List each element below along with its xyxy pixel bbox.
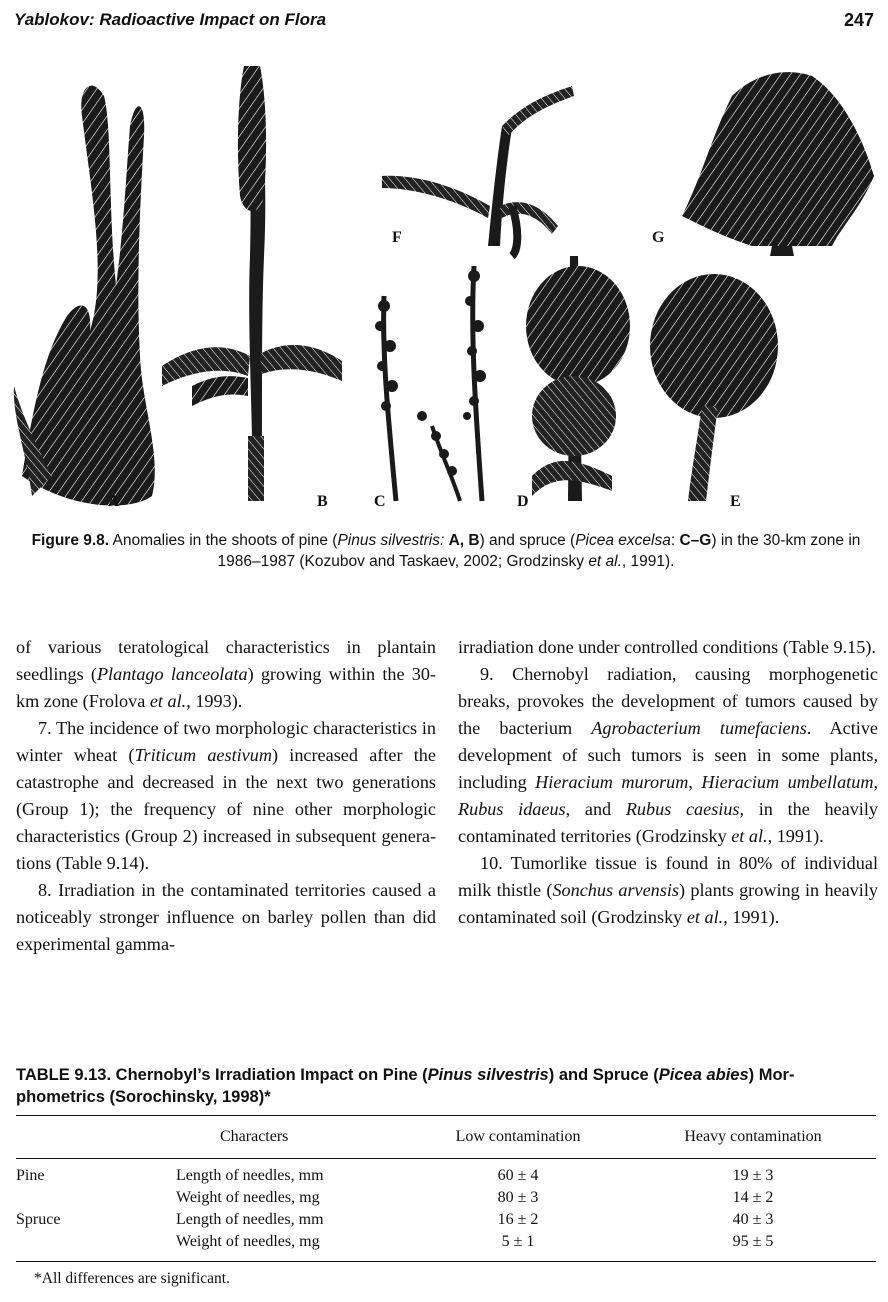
paragraph (458, 850, 878, 931)
paragraph (16, 634, 436, 715)
text-run: , 1991). (723, 907, 780, 927)
figure-9-8 (12, 56, 878, 526)
text-run: et al. (149, 691, 187, 711)
panel-c-spruce-shoot (375, 266, 486, 501)
figure-caption-label: Figure 9.8. (31, 532, 110, 549)
row-low-value: 16 ± 2 (497, 1211, 539, 1228)
figure-caption (18, 530, 874, 572)
text-run: ) plants growing in heavily contaminated soil (Grodzinsky (458, 880, 878, 927)
text-run: , (688, 772, 702, 792)
text-run: Picea excelsa (575, 532, 671, 549)
body-text (16, 634, 879, 1014)
text-run: ) and spruce ( (479, 532, 576, 549)
text-run: et al. (731, 826, 768, 846)
shoot-illustrations (12, 56, 878, 526)
text-run: ) in the 30-km zone in 1986–1987 (Kozubov and Taskaev, 2002; Grodzinsky (217, 532, 861, 570)
text-run: Rubus idaeus (458, 799, 566, 819)
panel-b-pine-shoot (162, 66, 342, 501)
row-low-value: 60 ± 4 (497, 1167, 539, 1184)
text-run: Hieracium umbellatum (701, 772, 874, 792)
text-run: , 1993). (186, 691, 243, 711)
text-run: Pinus silvestris (337, 532, 440, 549)
table-header-row (16, 1116, 876, 1159)
panel-a-pine-shoot (14, 86, 155, 506)
text-run: , in the heavily contaminated territories (Grodzinsky (458, 799, 878, 846)
text-run: , 1991). (621, 553, 675, 570)
panel-label-g: G (652, 229, 665, 246)
text-run: et al. (686, 907, 724, 927)
row-character: Length of needles, mm (176, 1167, 324, 1184)
text-run: ) increased after the catastrophe and decreased in the next two generations (Group 1); the frequency of nine other morphologic characteristics (Group 2) increased in subsequent generations (Table 9.14). (16, 745, 436, 873)
page-number: 247 (843, 10, 874, 30)
table-caption (16, 1064, 876, 1108)
panel-label-a: A (108, 493, 120, 510)
row-heavy-value: 19 ± 3 (732, 1167, 774, 1184)
text-run: TABLE 9.13. (16, 1066, 112, 1084)
table-footnote: *All differences are significant. (34, 1270, 230, 1287)
panel-g-spruce-shoot (682, 72, 874, 256)
text-run: Picea abies (658, 1066, 749, 1084)
text-run: : (439, 532, 449, 549)
row-group: Pine (16, 1167, 45, 1184)
text-run: 7. The incidence of two morphologic characteristics in winter wheat ( (16, 718, 436, 765)
panel-label-d: D (517, 493, 529, 510)
panel-label-c: C (374, 493, 386, 510)
text-run: Rubus caesius (625, 799, 740, 819)
row-heavy-value: 14 ± 2 (732, 1189, 774, 1206)
text-run: Plantago lanceolata (96, 664, 248, 684)
header-heavy-contamination: Heavy contamination (630, 1116, 876, 1159)
row-low-value: 5 ± 1 (406, 1231, 630, 1262)
text-run: Agrobacterium tumefaciens (591, 718, 807, 738)
text-run: , and (565, 799, 626, 819)
text-run: ) growing within the 30-km zone (Frolova (16, 664, 436, 711)
text-run: , 1991). (767, 826, 824, 846)
paragraph (458, 634, 878, 661)
running-head: Yablokov: Radioactive Impact on Flora (14, 10, 327, 29)
text-run: , (873, 772, 879, 792)
table-row (16, 1187, 876, 1209)
text-run: 9. Chernobyl radiation, causing morphogenetic breaks, provokes the development of tumors caused by the bacterium (458, 664, 878, 738)
row-low-value: 80 ± 3 (497, 1189, 539, 1206)
row-character: Length of needles, mm (176, 1211, 324, 1228)
row-group (16, 1231, 176, 1262)
text-run: Anomalies in the shoots of pine ( (109, 532, 338, 549)
table-row (16, 1209, 876, 1231)
text-run: Sonchus arvensis (552, 880, 679, 900)
text-run: A, B (448, 532, 480, 549)
table-row (16, 1231, 876, 1262)
panel-e-spruce-shoot (650, 274, 778, 501)
text-run: 10. Tumorlike tissue is found in 80% of individual milk thistle ( (458, 853, 878, 900)
text-run: C–G (679, 532, 712, 549)
row-group (16, 1187, 176, 1209)
panel-label-b: B (317, 493, 328, 510)
text-run: of various teratological characteristics in plantain seedlings ( (16, 637, 436, 684)
row-character: Weight of needles, mg (176, 1189, 320, 1206)
text-run: : (670, 532, 680, 549)
panel-f-spruce-shoot (382, 86, 574, 256)
header-low-contamination: Low contamination (406, 1116, 630, 1159)
text-run: irradiation done under controlled conditions (Table 9.15). (458, 637, 876, 657)
table-row (16, 1159, 876, 1188)
text-run: . Active development of such tumors is seen in some plants, including (458, 718, 878, 792)
text-run: Hieracium murorum (535, 772, 689, 792)
right-column (458, 634, 878, 931)
paragraph (16, 715, 436, 877)
table-body (16, 1159, 876, 1262)
figure-caption-text (109, 532, 860, 570)
row-heavy-value: 95 ± 5 (630, 1231, 876, 1262)
paragraph (16, 877, 436, 958)
text-run: 8. Irradiation in the contaminated territories caused a noticeably stronger influence on barley pollen than did experimental gamma- (16, 880, 436, 954)
header-characters: Characters (176, 1116, 406, 1159)
left-column (16, 634, 436, 958)
text-run: et al. (588, 553, 622, 570)
text-run: Triticum aestivum (134, 745, 272, 765)
row-character: Weight of needles, mg (176, 1231, 406, 1262)
row-group: Spruce (16, 1211, 61, 1228)
text-run: Chernobyl’s Irradiation Impact on Pine ( (111, 1066, 428, 1084)
page-header (14, 8, 874, 36)
panel-label-e: E (730, 493, 741, 510)
text-run: ) Morphometrics (Sorochinsky, 1998)* (16, 1066, 795, 1106)
data-table (16, 1115, 876, 1262)
paragraph (458, 661, 878, 850)
text-run: Pinus silvestris (427, 1066, 549, 1084)
row-heavy-value: 40 ± 3 (732, 1211, 774, 1228)
text-run: ) and Spruce ( (548, 1066, 659, 1084)
panel-label-f: F (392, 229, 402, 246)
panel-d-spruce-shoot (526, 256, 630, 501)
